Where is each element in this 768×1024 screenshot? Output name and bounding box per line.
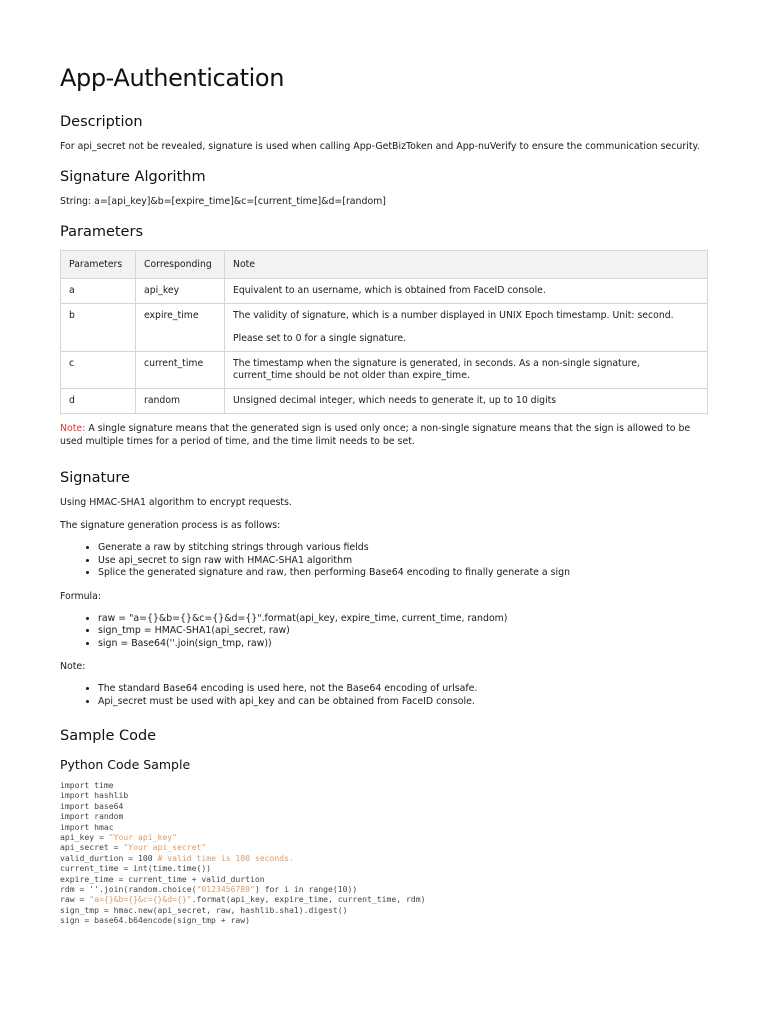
- code-line: import random: [60, 811, 124, 822]
- list-item: • Generate a raw by stitching strings through various fields: [98, 542, 708, 555]
- code-line: sign_tmp = hmac.new(api_secret, raw, hashlib.sha1).digest(): [60, 904, 348, 915]
- note-cell: [225, 304, 708, 352]
- signature-heading: Signature: [60, 470, 130, 486]
- parameters-note: [60, 422, 708, 448]
- list-item: • sign_tmp = HMAC-SHA1(api_secret, raw): [98, 625, 708, 638]
- list-item: • sign = Base64(''.join(sign_tmp, raw)): [98, 638, 708, 651]
- code-line: import hmac: [60, 821, 114, 832]
- note-text: Unsigned decimal integer, which needs to generate it, up to 10 digits: [233, 395, 557, 406]
- list-item: • The standard Base64 encoding is used here, not the Base64 encoding of urlsafe.: [98, 683, 708, 696]
- signature-algorithm-heading: Signature Algorithm: [60, 169, 206, 185]
- code-line: raw =: [60, 894, 90, 905]
- note-cell: [225, 389, 708, 414]
- signature-algorithm-text: String: a=[api_key]&b=[expire_time]&c=[current_time]&d=[random]: [60, 196, 386, 207]
- code-string: "a={}&b={}&c={}&d={}": [89, 894, 192, 905]
- param-cell: c: [61, 352, 136, 389]
- code-line: api_key =: [60, 832, 109, 843]
- python-sample-heading: Python Code Sample: [60, 757, 191, 772]
- sample-code-heading: Sample Code: [60, 728, 157, 744]
- note-text: The validity of signature, which is a number displayed in UNIX Epoch timestamp. Unit: second.: [233, 310, 674, 321]
- list-item: • Splice the generated signature and raw, then performing Base64 encoding to finally generate a sign: [98, 567, 708, 580]
- corresponding-cell: expire_time: [136, 304, 225, 352]
- note-cell: [225, 279, 708, 304]
- code-line: api_secret =: [60, 842, 124, 853]
- code-line: import base64: [60, 800, 124, 811]
- table-row: [61, 279, 708, 304]
- code-block: [60, 780, 708, 926]
- list-item: • Api_secret must be used with api_key and can be obtained from FaceID console.: [98, 696, 708, 709]
- description-text: For api_secret not be revealed, signature is used when calling App-GetBizToken and App-nuVerify to ensure the communication security.: [60, 141, 700, 152]
- code-line: sign = base64.b64encode(sign_tmp + raw): [60, 915, 251, 926]
- corresponding-cell: random: [136, 389, 225, 414]
- note-text: The timestamp when the signature is generated, in seconds. As a non-single signature, current_time should be not older than expire_time.: [233, 358, 640, 381]
- code-line: .format(api_key, expire_time, current_time, rdm): [191, 894, 426, 905]
- code-line: valid_durtion = 100: [60, 852, 158, 863]
- param-cell: b: [61, 304, 136, 352]
- formula-label: Formula:: [60, 590, 102, 602]
- column-header-parameters: Parameters: [61, 251, 136, 279]
- list-item: • Use api_secret to sign raw with HMAC-SHA1 algorithm: [98, 555, 708, 568]
- note-body: A single signature means that the generated sign is used only once; a non-single signature means that the sign is allowed to be used multiple times for a period of time, and the time limit needs to be set.: [60, 423, 691, 447]
- note-cell: [225, 352, 708, 389]
- code-line: ) for i in range(10)): [254, 884, 358, 895]
- code-line: import time: [60, 780, 114, 790]
- code-line: expire_time = current_time + valid_durtion: [60, 873, 265, 884]
- table-row: [61, 389, 708, 414]
- list-item: • raw = "a={}&b={}&c={}&d={}".format(api_key, expire_time, current_time, random): [98, 613, 708, 626]
- table-row: [61, 304, 708, 352]
- code-line: import hashlib: [60, 790, 129, 801]
- parameters-table: [60, 250, 708, 414]
- code-line: current_time = int(time.time()): [60, 863, 212, 874]
- code-string: "Your api_secret": [123, 842, 207, 853]
- column-header-note: Note: [225, 251, 708, 279]
- corresponding-cell: api_key: [136, 279, 225, 304]
- signature-notes-list: [60, 683, 708, 708]
- param-cell: a: [61, 279, 136, 304]
- formula-list: [60, 613, 708, 651]
- table-row: [61, 352, 708, 389]
- column-header-corresponding: Corresponding: [136, 251, 225, 279]
- note-text: Please set to 0 for a single signature.: [233, 333, 407, 344]
- param-cell: d: [61, 389, 136, 414]
- code-string: "0123456789": [196, 884, 255, 895]
- signature-process-intro: The signature generation process is as follows:: [60, 520, 281, 531]
- corresponding-cell: current_time: [136, 352, 225, 389]
- code-comment: # valid time is 100 seconds.: [157, 852, 294, 863]
- signature-intro: Using HMAC-SHA1 algorithm to encrypt requests.: [60, 497, 292, 508]
- description-heading: Description: [60, 114, 143, 130]
- table-header-row: [61, 251, 708, 279]
- page-title: App-Authentication: [60, 64, 284, 92]
- code-line: rdm = ''.join(random.choice(: [60, 884, 197, 895]
- note-text: Equivalent to an username, which is obtained from FaceID console.: [233, 285, 546, 296]
- signature-note-label: Note:: [60, 661, 86, 672]
- note-label: Note:: [60, 423, 86, 434]
- code-string: "Your api_key": [108, 832, 177, 843]
- parameters-heading: Parameters: [60, 224, 143, 240]
- process-steps-list: [60, 542, 708, 580]
